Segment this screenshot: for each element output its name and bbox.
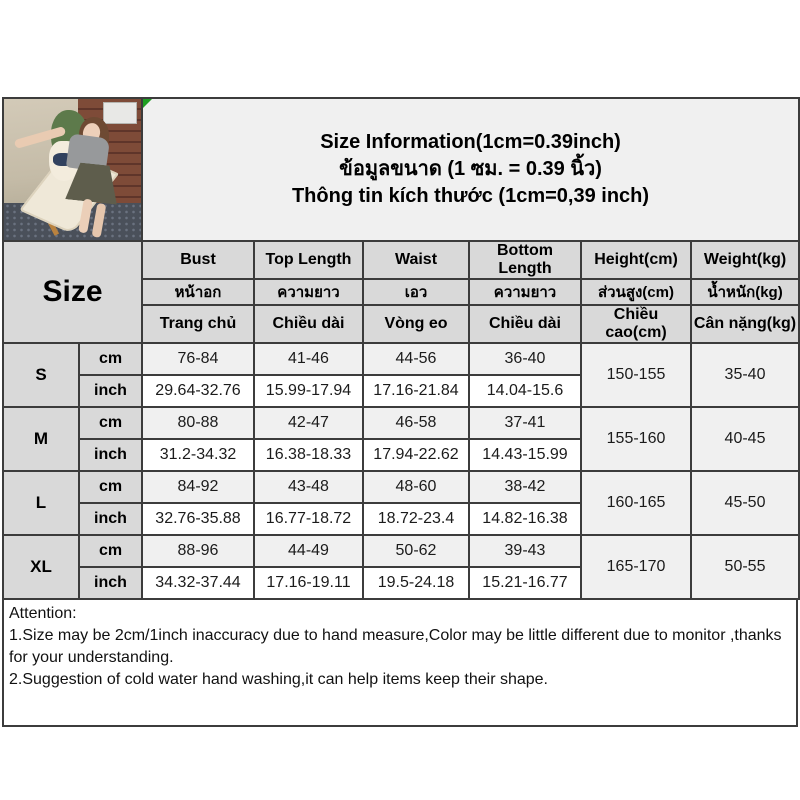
s-height: 150-155 bbox=[581, 343, 691, 407]
size-header: Size bbox=[3, 241, 142, 343]
s-bust-cm: 76-84 bbox=[142, 343, 254, 375]
table-row bbox=[3, 471, 799, 503]
product-photo bbox=[3, 98, 142, 241]
col-header-bottomlength-vi: Chiều dài bbox=[469, 305, 581, 343]
xl-bust-inch: 34.32-37.44 bbox=[142, 567, 254, 599]
size-label-l: L bbox=[3, 471, 79, 535]
m-toplength-inch: 16.38-18.33 bbox=[254, 439, 363, 471]
unit-label-inch: inch bbox=[79, 375, 142, 407]
col-header-weight-th: น้ำหนัก(kg) bbox=[691, 279, 799, 305]
model-photo-illustration bbox=[4, 99, 141, 240]
size-label-m: M bbox=[3, 407, 79, 471]
corner-marker-icon bbox=[143, 99, 152, 108]
m-bust-cm: 80-88 bbox=[142, 407, 254, 439]
title-thai: ข้อมูลขนาด (1 ซม. = 0.39 นิ้ว) bbox=[339, 158, 602, 180]
xl-waist-inch: 19.5-24.18 bbox=[363, 567, 469, 599]
col-header-waist-vi: Vòng eo bbox=[363, 305, 469, 343]
col-header-height-th: ส่วนสูง(cm) bbox=[581, 279, 691, 305]
table-row bbox=[3, 535, 799, 567]
col-header-toplength-th: ความยาว bbox=[254, 279, 363, 305]
attention-note bbox=[2, 598, 798, 727]
m-bust-inch: 31.2-34.32 bbox=[142, 439, 254, 471]
l-waist-inch: 18.72-23.4 bbox=[363, 503, 469, 535]
unit-label-cm: cm bbox=[79, 535, 142, 567]
s-toplength-inch: 15.99-17.94 bbox=[254, 375, 363, 407]
l-bust-inch: 32.76-35.88 bbox=[142, 503, 254, 535]
unit-label-inch: inch bbox=[79, 567, 142, 599]
attention-line-1: 1.Size may be 2cm/1inch inaccuracy due to hand measure,Color may be little different due to monitor ,thanks for your understanding. bbox=[9, 627, 782, 666]
col-header-height-vi: Chiều cao(cm) bbox=[581, 305, 691, 343]
xl-waist-cm: 50-62 bbox=[363, 535, 469, 567]
size-label-s: S bbox=[3, 343, 79, 407]
unit-label-cm: cm bbox=[79, 407, 142, 439]
col-header-bust-en: Bust bbox=[142, 241, 254, 279]
title-english: Size Information(1cm=0.39inch) bbox=[320, 131, 621, 153]
col-header-weight-en: Weight(kg) bbox=[691, 241, 799, 279]
attention-line-2: 2.Suggestion of cold water hand washing,it can help items keep their shape. bbox=[9, 671, 548, 688]
xl-height: 165-170 bbox=[581, 535, 691, 599]
l-toplength-inch: 16.77-18.72 bbox=[254, 503, 363, 535]
m-toplength-cm: 42-47 bbox=[254, 407, 363, 439]
l-bottomlength-inch: 14.82-16.38 bbox=[469, 503, 581, 535]
l-height: 160-165 bbox=[581, 471, 691, 535]
s-waist-inch: 17.16-21.84 bbox=[363, 375, 469, 407]
m-waist-cm: 46-58 bbox=[363, 407, 469, 439]
s-weight: 35-40 bbox=[691, 343, 799, 407]
unit-label-cm: cm bbox=[79, 471, 142, 503]
unit-label-cm: cm bbox=[79, 343, 142, 375]
size-chart-sheet bbox=[2, 97, 798, 727]
col-header-waist-th: เอว bbox=[363, 279, 469, 305]
col-header-bottomlength-th: ความยาว bbox=[469, 279, 581, 305]
s-bust-inch: 29.64-32.76 bbox=[142, 375, 254, 407]
l-waist-cm: 48-60 bbox=[363, 471, 469, 503]
m-bottomlength-cm: 37-41 bbox=[469, 407, 581, 439]
l-toplength-cm: 43-48 bbox=[254, 471, 363, 503]
col-header-toplength-vi: Chiều dài bbox=[254, 305, 363, 343]
xl-bottomlength-inch: 15.21-16.77 bbox=[469, 567, 581, 599]
m-bottomlength-inch: 14.43-15.99 bbox=[469, 439, 581, 471]
xl-toplength-cm: 44-49 bbox=[254, 535, 363, 567]
xl-weight: 50-55 bbox=[691, 535, 799, 599]
unit-label-inch: inch bbox=[79, 503, 142, 535]
col-header-bottomlength-en: Bottom Length bbox=[469, 241, 581, 279]
col-header-weight-vi: Cân nặng(kg) bbox=[691, 305, 799, 343]
col-header-toplength-en: Top Length bbox=[254, 241, 363, 279]
table-row bbox=[3, 343, 799, 375]
title-cell bbox=[142, 98, 799, 241]
m-waist-inch: 17.94-22.62 bbox=[363, 439, 469, 471]
xl-toplength-inch: 17.16-19.11 bbox=[254, 567, 363, 599]
title-vietnamese: Thông tin kích thước (1cm=0,39 inch) bbox=[291, 185, 650, 207]
m-weight: 40-45 bbox=[691, 407, 799, 471]
table-row bbox=[3, 407, 799, 439]
photo-vent bbox=[103, 102, 137, 124]
s-toplength-cm: 41-46 bbox=[254, 343, 363, 375]
unit-label-inch: inch bbox=[79, 439, 142, 471]
size-label-xl: XL bbox=[3, 535, 79, 599]
s-bottomlength-cm: 36-40 bbox=[469, 343, 581, 375]
l-bottomlength-cm: 38-42 bbox=[469, 471, 581, 503]
col-header-bust-th: หน้าอก bbox=[142, 279, 254, 305]
l-bust-cm: 84-92 bbox=[142, 471, 254, 503]
attention-heading: Attention: bbox=[9, 605, 77, 622]
col-header-waist-en: Waist bbox=[363, 241, 469, 279]
xl-bust-cm: 88-96 bbox=[142, 535, 254, 567]
size-table bbox=[2, 97, 800, 600]
m-height: 155-160 bbox=[581, 407, 691, 471]
col-header-height-en: Height(cm) bbox=[581, 241, 691, 279]
s-bottomlength-inch: 14.04-15.6 bbox=[469, 375, 581, 407]
s-waist-cm: 44-56 bbox=[363, 343, 469, 375]
l-weight: 45-50 bbox=[691, 471, 799, 535]
col-header-bust-vi: Trang chủ bbox=[142, 305, 254, 343]
xl-bottomlength-cm: 39-43 bbox=[469, 535, 581, 567]
